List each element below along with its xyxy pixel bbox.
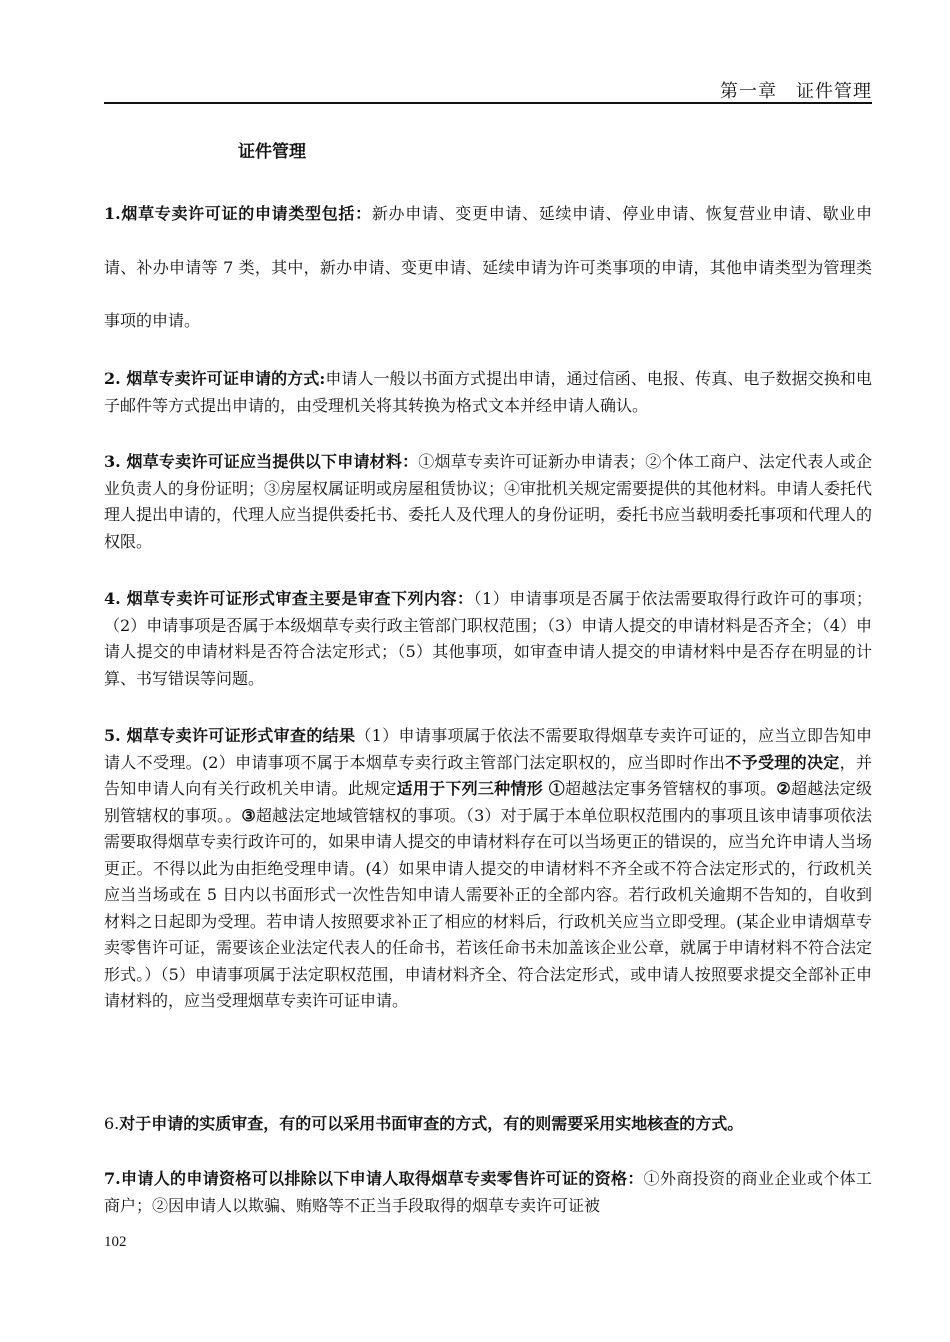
document-title: 证件管理 — [238, 142, 306, 162]
paragraph-5-bold-d: ③ — [241, 805, 256, 825]
paragraph-4 — [104, 586, 872, 692]
paragraph-5-body-a: （1）申请事项属于依法不需要取得烟草专卖许可证的，应当立即告知申请人不受理。(2）申请事项不属于本烟草专卖行政主管部门法定职权的，应当即时作出 — [104, 726, 872, 772]
paragraph-5-bold-a: 不予受理的决定 — [725, 752, 840, 772]
paragraph-3-body: ①烟草专卖许可证新办申请表；②个体工商户、法定代表人或企业负责人的身份证明；③房屋权属证明或房屋租赁协议；④审批机关规定需要提供的其他材料。申请人委托代理人提出申请的，代理人应当提供委托书、委托人及代理人的身份证明，委托书应当载明委托事项和代理人的权限。 — [104, 452, 873, 551]
paragraph-2-body: 申请人一般以书面方式提出申请，通过信函、电报、传真、电子数据交换和电子邮件等方式提出申请的，由受理机关将其转换为格式文本并经申请人确认。 — [104, 369, 872, 415]
paragraph-6 — [104, 1111, 872, 1138]
paragraph-5-body-b: ，并告知申请人向有关行政机关申请。此规定 — [104, 752, 872, 798]
paragraph-5-body-c: 超越法定事务管辖权的事项。 — [565, 779, 777, 798]
paragraph-5-bold-b: 适用于下列三种情形 ① — [396, 779, 565, 798]
paragraph-1-lead: 1.烟草专卖许可证的申请类型包括： — [104, 204, 372, 223]
paragraph-7-body: ①外商投资的商业企业或个体工商户；②因申请人以欺骗、贿赂等不正当手段取得的烟草专卖许可证被 — [104, 1169, 872, 1215]
paragraph-5 — [104, 723, 872, 1015]
running-header: 第一章 证件管理 — [720, 81, 872, 102]
paragraph-7 — [104, 1166, 872, 1219]
paragraph-1-body: 新办申请、变更申请、延续申请、停业申请、恢复营业申请、歇业申请、补办申请等 7 类，其中，新办申请、变更申请、延续申请为许可类事项的申请，其他申请类型为管理类事项的申请。 — [104, 204, 872, 330]
paragraph-4-lead: 4. 烟草专卖许可证形式审查主要是审查下列内容： — [104, 589, 474, 608]
header-rule — [104, 102, 872, 104]
paragraph-2 — [104, 366, 872, 419]
paragraph-3 — [104, 449, 872, 555]
paragraph-5-body-d: 超越法定级别管辖权的事项。。 — [104, 779, 872, 825]
paragraph-1 — [104, 187, 872, 348]
paragraph-7-lead: 7.申请人的申请资格可以排除以下申请人取得烟草专卖零售许可证的资格： — [104, 1169, 644, 1188]
paragraph-6-body: 对于申请的实质审查，有的可以采用书面审查的方式，有的则需要采用实地核查的方式。 — [119, 1114, 744, 1133]
paragraph-5-bold-c: ② — [776, 779, 791, 798]
paragraph-3-lead: 3. 烟草专卖许可证应当提供以下申请材料： — [104, 452, 419, 471]
paragraph-6-lead: 6. — [104, 1114, 120, 1133]
paragraph-4-body: （1）申请事项是否属于依法需要取得行政许可的事项；（2）申请事项是否属于本级烟草专卖行政主管部门职权范围；（3）申请人提交的申请材料是否齐全；（4）申请人提交的申请材料是否符合法定形式；（5）其他事项，如审查申请人提交的申请材料中是否存在明显的计算、书写错误等问题。 — [104, 589, 872, 688]
page-number: 102 — [104, 1234, 127, 1250]
paragraph-2-lead: 2. 烟草专卖许可证申请的方式: — [104, 369, 326, 388]
paragraph-5-body-e: 超越法定地域管辖权的事项。（3）对于属于本单位职权范围内的事项且该申请事项依法需要取得烟草专卖行政许可的，如果申请人提交的申请材料存在可以当场更正的错误的，应当允许申请人当场更正。不得以此为由拒绝受理申请。(4）如果申请人提交的申请材料不齐全或不符合法定形式的，行政机关应当当场或在 5 日内以书面形式一次性告知申请人需要补正的全部内容。若行政机关逾期不告知的，自收到材料之日起即为受理。若申请人按照要求补正了相应的材料后，行政机关应当立即受理。(某企业申请烟草专卖零售许可证，需要该企业法定代表人的任命书，若该任命书未加盖该企业公章，就属于申请材料不符合法定形式。）（5）申请事项属于法定职权范围，申请材料齐全、符合法定形式，或申请人按照要求提交全部补正申请材料的，应当受理烟草专卖许可证申请。 — [104, 805, 873, 1010]
paragraph-5-lead: 5. 烟草专卖许可证形式审查的结果 — [104, 726, 356, 745]
